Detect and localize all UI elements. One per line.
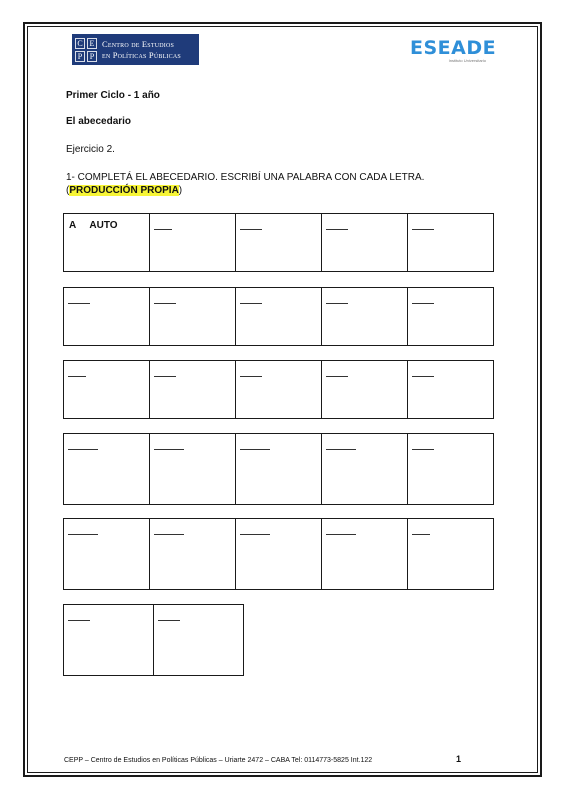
letter-cell[interactable] (321, 518, 408, 590)
letter-blank (326, 376, 348, 377)
letter-blank (412, 449, 434, 450)
letter-blank (326, 449, 356, 450)
letter-cell[interactable] (149, 287, 236, 346)
letter-cell[interactable] (321, 433, 408, 505)
letter-blank (412, 376, 434, 377)
letter-blank (326, 229, 348, 230)
letter-cell[interactable] (235, 287, 322, 346)
letter-cell[interactable] (149, 360, 236, 419)
letter-cell[interactable] (63, 213, 150, 272)
letter-cell[interactable] (63, 287, 150, 346)
letter-cell[interactable] (407, 287, 494, 346)
alphabet-row (63, 518, 493, 590)
letter-blank (154, 303, 176, 304)
letter-cell[interactable] (235, 433, 322, 505)
letter-blank (68, 534, 98, 535)
letter-blank (412, 229, 434, 230)
cepp-letter: P (87, 51, 97, 62)
letter-cell[interactable] (149, 433, 236, 505)
paren-open: ( (66, 185, 70, 196)
paren-close: ) (178, 185, 183, 196)
letter-blank (158, 620, 180, 621)
alphabet-row (63, 287, 493, 346)
example-entry: A AUTO (69, 220, 118, 231)
eseade-wordmark: ESEADE (410, 37, 497, 59)
letter-blank (326, 303, 348, 304)
footer-text: CEPP – Centro de Estudios en Políticas Públicas – Uriarte 2472 – CABA Tel: 0114773-5825 Int.122 (64, 757, 373, 764)
cepp-logo-mark (75, 38, 97, 62)
alphabet-row (63, 433, 493, 505)
letter-blank (68, 449, 98, 450)
letter-blank (154, 534, 184, 535)
alphabet-row (63, 604, 243, 676)
letter-blank (240, 229, 262, 230)
letter-cell[interactable] (321, 213, 408, 272)
instruction-text: 1- COMPLETÁ EL ABECEDARIO. ESCRIBÍ UNA PALABRA CON CADA LETRA. (66, 172, 425, 183)
letter-blank (68, 303, 90, 304)
letter-blank (68, 376, 86, 377)
letter-blank (240, 303, 262, 304)
cepp-letter: P (75, 51, 85, 62)
cepp-letter: E (87, 38, 97, 49)
letter-blank (154, 449, 184, 450)
letter-blank (412, 303, 434, 304)
letter-cell[interactable] (235, 360, 322, 419)
letter-cell[interactable] (63, 604, 154, 676)
letter-cell[interactable] (407, 360, 494, 419)
instruction-note (66, 185, 182, 197)
letter-cell[interactable] (407, 433, 494, 505)
letter-blank (412, 534, 430, 535)
letter-cell[interactable] (149, 518, 236, 590)
letter-blank (240, 376, 262, 377)
letter-blank (68, 620, 90, 621)
letter-cell[interactable] (63, 360, 150, 419)
eseade-subtitle: Instituto Universitario (448, 58, 486, 63)
letter-blank (154, 376, 176, 377)
letter-cell[interactable] (153, 604, 244, 676)
letter-blank (240, 534, 270, 535)
letter-blank (154, 229, 172, 230)
letter-cell[interactable] (407, 213, 494, 272)
cepp-line-1: Centro de Estudios (102, 38, 175, 49)
cepp-letter: C (75, 38, 85, 49)
cepp-logo-text (102, 39, 181, 61)
cepp-line-2: en Políticas Públicas (102, 49, 181, 60)
letter-cell[interactable] (149, 213, 236, 272)
letter-cell[interactable] (407, 518, 494, 590)
letter-cell[interactable] (63, 518, 150, 590)
letter-cell[interactable] (321, 287, 408, 346)
eseade-logo (410, 38, 496, 63)
letter-cell[interactable] (321, 360, 408, 419)
letter-blank (240, 449, 270, 450)
cepp-logo (72, 34, 199, 65)
highlighted-note: PRODUCCIÓN PROPIA (69, 185, 179, 196)
level-heading: Primer Ciclo - 1 año (66, 90, 160, 101)
exercise-label: Ejercicio 2. (66, 144, 115, 155)
alphabet-row (63, 213, 493, 272)
letter-cell[interactable] (235, 213, 322, 272)
letter-cell[interactable] (235, 518, 322, 590)
letter-cell[interactable] (63, 433, 150, 505)
letter-blank (326, 534, 356, 535)
page-number: 1 (456, 754, 462, 764)
alphabet-row (63, 360, 493, 419)
topic-heading: El abecedario (66, 116, 132, 127)
